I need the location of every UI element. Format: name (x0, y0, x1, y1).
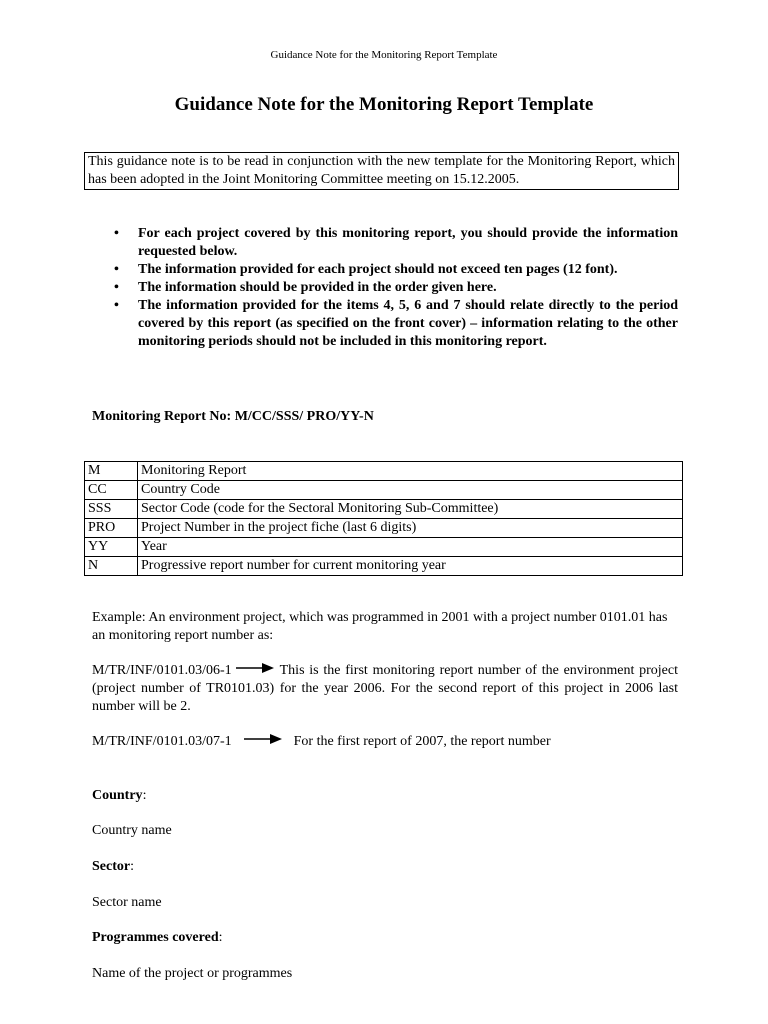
meaning-cell: Project Number in the project fiche (last 6 digits) (138, 519, 683, 538)
example-code: M/TR/INF/0101.03/07-1 (92, 734, 232, 750)
colon: : (130, 859, 134, 874)
table-row (85, 462, 683, 481)
list-item-text: The information provided for the items 4, 5, 6 and 7 should relate directly to the period covered by this report (as specified on the front cover) – information relating to the other monitoring periods should not be included in this monitoring report. (138, 298, 678, 349)
bullet-icon: • (114, 262, 119, 277)
page-title: Guidance Note for the Monitoring Report Template (174, 94, 594, 115)
instruction-list (108, 225, 678, 351)
code-cell: PRO (85, 519, 138, 538)
example-explanation: For the first report of 2007, the report number (293, 734, 551, 750)
sector-value: Sector name (92, 895, 162, 910)
code-cell: YY (85, 538, 138, 557)
table-row (85, 500, 683, 519)
country-label-text: Country (92, 788, 143, 803)
right-arrow-icon (236, 662, 274, 680)
table-row (85, 519, 683, 538)
meaning-cell: Year (138, 538, 683, 557)
right-arrow-icon (244, 733, 282, 751)
sector-label-text: Sector (92, 859, 131, 874)
country-value: Country name (92, 823, 172, 838)
running-header: Guidance Note for the Monitoring Report Template (270, 49, 498, 61)
list-item-text: The information should be provided in the order given here. (138, 280, 497, 295)
programmes-label-text: Programmes covered (92, 930, 219, 945)
table-row (85, 557, 683, 576)
programmes-value: Name of the project or programmes (92, 966, 293, 981)
example-line-1 (92, 662, 678, 716)
code-cell: M (85, 462, 138, 481)
list-item-text: The information provided for each project should not exceed ten pages (12 font). (138, 262, 618, 277)
meaning-cell: Progressive report number for current monitoring year (138, 557, 683, 576)
table-row (85, 481, 683, 500)
list-item (108, 261, 678, 279)
list-item-text: For each project covered by this monitoring report, you should provide the information requested below. (138, 226, 678, 259)
sector-label (92, 858, 134, 876)
code-cell: SSS (85, 500, 138, 519)
example-paragraph: Example: An environment project, which was programmed in 2001 with a project number 0101.01 has an monitoring report number as: (92, 610, 668, 643)
colon: : (142, 788, 147, 803)
meaning-cell: Monitoring Report (138, 462, 683, 481)
list-item (108, 279, 678, 297)
codes-table (84, 461, 683, 576)
table-row (85, 538, 683, 557)
meaning-cell: Country Code (138, 481, 683, 500)
code-cell: CC (85, 481, 138, 500)
example-line-2 (92, 733, 678, 751)
code-cell: N (85, 557, 138, 576)
report-number-heading: Monitoring Report No: M/CC/SSS/ PRO/YY-N (92, 409, 374, 424)
bullet-icon: • (114, 226, 119, 241)
programmes-label (92, 929, 223, 947)
list-item (108, 297, 678, 351)
list-item (108, 225, 678, 261)
meaning-cell: Sector Code (code for the Sectoral Monitoring Sub-Committee) (138, 500, 683, 519)
example-explanation: This is the first monitoring report number of the environment project (project number of TR0101.03) for the year 2006. For the second report of this project in 2006 last number will be 2. (92, 663, 678, 715)
intro-box: This guidance note is to be read in conjunction with the new template for the Monitoring Report, which has been adopted in the Joint Monitoring Committee meeting on 15.12.2005. (84, 152, 679, 190)
bullet-icon: • (114, 280, 119, 295)
country-label (92, 787, 146, 805)
colon: : (218, 930, 223, 945)
bullet-icon: • (114, 298, 119, 313)
example-code: M/TR/INF/0101.03/06-1 (92, 663, 232, 679)
